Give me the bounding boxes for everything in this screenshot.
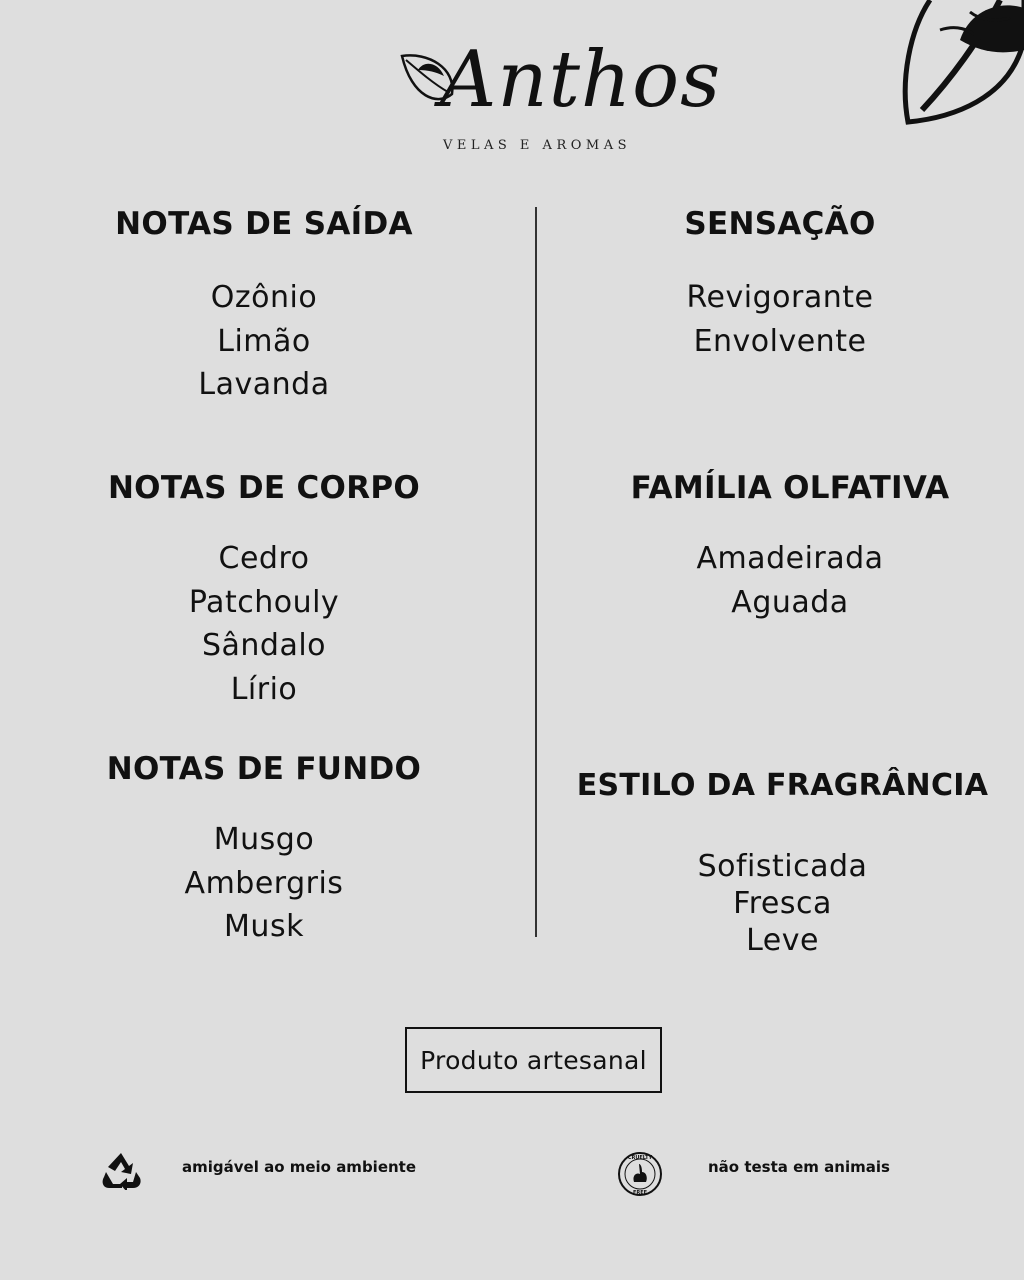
section-title: NOTAS DE CORPO bbox=[107, 470, 421, 506]
list-item: Musk bbox=[224, 909, 304, 944]
section-title: SENSAÇÃO bbox=[684, 206, 876, 242]
list-item: Limão bbox=[217, 323, 311, 359]
section-title: ESTILO DA FRAGRÂNCIA bbox=[576, 768, 989, 803]
list-item: Lírio bbox=[230, 671, 298, 707]
list-item: Sofisticada bbox=[697, 849, 868, 884]
recycle-icon bbox=[100, 1150, 142, 1190]
section-title: NOTAS DE FUNDO bbox=[106, 751, 422, 787]
eco-friendly-label: amigável ao meio ambiente bbox=[182, 1158, 417, 1176]
notes-list bbox=[84, 537, 444, 711]
brand-logo-wordmark: Anthos bbox=[440, 35, 722, 125]
list-item: Cedro bbox=[218, 541, 310, 576]
list-item: Fresca bbox=[733, 886, 832, 921]
brand-tagline: VELAS E AROMAS bbox=[443, 138, 631, 153]
list-item: Lavanda bbox=[198, 367, 330, 402]
column-divider bbox=[535, 207, 537, 937]
notes-list bbox=[600, 276, 960, 363]
section-notas-de-fundo bbox=[84, 749, 444, 949]
cruelty-free-rabbit-icon bbox=[616, 1150, 664, 1198]
svg-text:FREE: FREE bbox=[632, 1190, 648, 1196]
badge-label: Produto artesanal bbox=[420, 1045, 647, 1075]
list-item: Envolvente bbox=[693, 323, 867, 359]
section-sensacao bbox=[600, 204, 960, 363]
list-item: Amadeirada bbox=[696, 541, 884, 576]
list-item: Ambergris bbox=[184, 865, 344, 901]
section-estilo-da-fragrancia bbox=[575, 766, 990, 959]
list-item: Revigorante bbox=[686, 280, 874, 315]
list-item: Patchouly bbox=[188, 584, 340, 620]
section-familia-olfativa bbox=[600, 468, 980, 624]
list-item: Aguada bbox=[731, 584, 849, 620]
section-notas-de-saida bbox=[84, 204, 444, 407]
decorative-leaf-icon bbox=[900, 0, 1024, 130]
section-title: FAMÍLIA OLFATIVA bbox=[630, 470, 950, 506]
section-notas-de-corpo bbox=[84, 468, 444, 711]
produto-artesanal-badge bbox=[405, 1027, 662, 1093]
list-item: Sândalo bbox=[201, 628, 327, 663]
notes-list bbox=[84, 818, 444, 949]
section-title: NOTAS DE SAÍDA bbox=[115, 206, 413, 242]
list-item: Musgo bbox=[213, 822, 315, 857]
list-item: Leve bbox=[746, 923, 819, 958]
list-item: Ozônio bbox=[210, 280, 318, 315]
notes-list bbox=[600, 537, 980, 624]
notes-list bbox=[575, 848, 990, 959]
svg-text:CRUELTY: CRUELTY bbox=[627, 1155, 653, 1161]
cruelty-free-label: não testa em animais bbox=[708, 1158, 890, 1176]
notes-list bbox=[84, 276, 444, 407]
